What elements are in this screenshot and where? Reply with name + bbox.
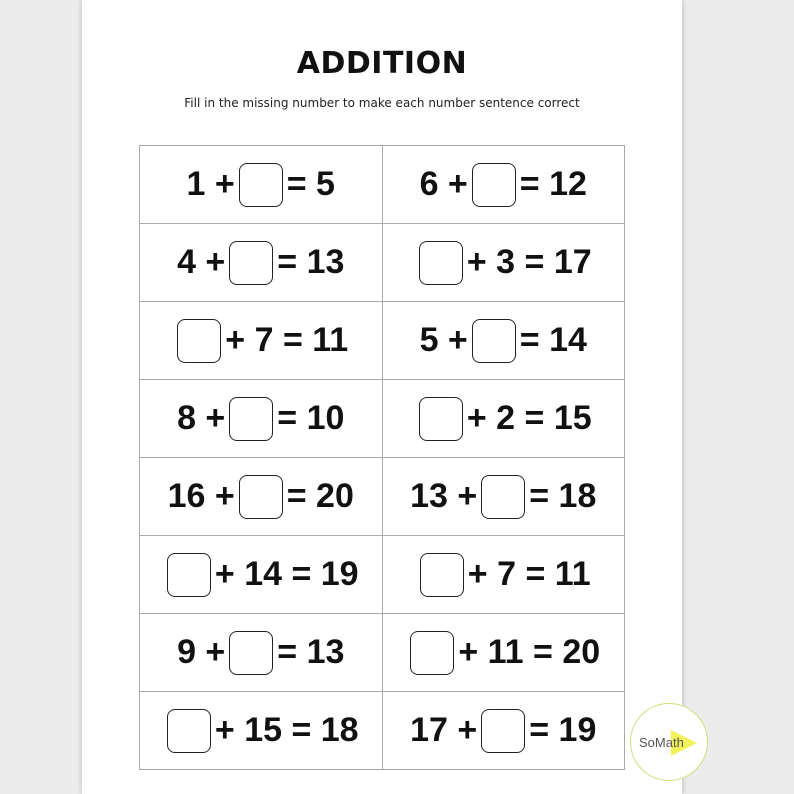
equation-left-text: 6 + (419, 165, 468, 203)
equation-right-text: = 20 (286, 477, 354, 515)
number-sentence (140, 319, 382, 363)
equation-right-text: = 14 (519, 321, 587, 359)
number-sentence (140, 241, 382, 285)
equation-cell (140, 536, 383, 614)
answer-box[interactable] (419, 397, 463, 441)
number-sentence (140, 397, 382, 441)
equation-right-text: = 12 (519, 165, 587, 203)
equation-cell (140, 146, 383, 224)
equation-left-text: 16 + (167, 477, 235, 515)
number-sentence (383, 397, 625, 441)
equation-right-text: + 11 = 20 (458, 633, 601, 671)
number-sentence (140, 163, 382, 207)
equation-cell (140, 614, 383, 692)
number-sentence (383, 163, 625, 207)
number-sentence (383, 709, 625, 753)
answer-box[interactable] (472, 163, 516, 207)
equation-cell (382, 692, 625, 770)
number-sentence (383, 319, 625, 363)
answer-box[interactable] (420, 553, 464, 597)
somath-logo (630, 703, 708, 781)
equation-left-text: 1 + (186, 165, 235, 203)
equation-row (140, 692, 625, 770)
equation-row (140, 458, 625, 536)
answer-box[interactable] (419, 241, 463, 285)
answer-box[interactable] (410, 631, 454, 675)
equation-row (140, 146, 625, 224)
number-sentence (383, 241, 625, 285)
equation-cell (382, 146, 625, 224)
number-sentence (383, 475, 625, 519)
answer-box[interactable] (229, 241, 273, 285)
worksheet-page (82, 0, 682, 794)
equation-right-text: + 14 = 19 (214, 555, 359, 593)
number-sentence (140, 553, 382, 597)
equation-left-text: 8 + (177, 399, 226, 437)
logo-text: SoMath (639, 735, 684, 750)
number-sentence (383, 553, 625, 597)
equation-row (140, 380, 625, 458)
equation-cell (140, 458, 383, 536)
number-sentence (140, 709, 382, 753)
equation-right-text: = 13 (277, 633, 345, 671)
equation-right-text: + 3 = 17 (466, 243, 592, 281)
equation-cell (382, 380, 625, 458)
equation-cell (382, 614, 625, 692)
answer-box[interactable] (167, 553, 211, 597)
answer-box[interactable] (229, 631, 273, 675)
equation-right-text: = 13 (277, 243, 345, 281)
answer-box[interactable] (239, 475, 283, 519)
answer-box[interactable] (177, 319, 221, 363)
equation-row (140, 614, 625, 692)
answer-box[interactable] (481, 709, 525, 753)
answer-box[interactable] (167, 709, 211, 753)
equation-right-text: = 10 (277, 399, 345, 437)
equation-cell (382, 224, 625, 302)
equation-left-text: 13 + (410, 477, 478, 515)
equation-left-text: 9 + (177, 633, 226, 671)
equation-right-text: + 7 = 11 (225, 321, 349, 359)
number-sentence (383, 631, 625, 675)
answer-box[interactable] (472, 319, 516, 363)
equation-row (140, 302, 625, 380)
answer-box[interactable] (229, 397, 273, 441)
equation-right-text: + 7 = 11 (467, 555, 591, 593)
page-title: ADDITION (296, 46, 468, 81)
equation-left-text: 5 + (419, 321, 468, 359)
equation-left-text: 17 + (410, 711, 478, 749)
equation-grid (139, 145, 625, 770)
equation-right-text: = 19 (529, 711, 597, 749)
equation-right-text: = 18 (529, 477, 597, 515)
answer-box[interactable] (239, 163, 283, 207)
answer-box[interactable] (481, 475, 525, 519)
number-sentence (140, 475, 382, 519)
equation-right-text: + 15 = 18 (214, 711, 359, 749)
equation-right-text: + 2 = 15 (466, 399, 592, 437)
equation-right-text: = 5 (286, 165, 335, 203)
equation-cell (140, 224, 383, 302)
number-sentence (140, 631, 382, 675)
equation-cell (140, 692, 383, 770)
equation-left-text: 4 + (177, 243, 226, 281)
equation-cell (140, 302, 383, 380)
equation-cell (382, 302, 625, 380)
instructions: Fill in the missing number to make each number sentence correct (184, 96, 580, 110)
equation-row (140, 224, 625, 302)
equation-cell (140, 380, 383, 458)
equation-cell (382, 458, 625, 536)
equation-cell (382, 536, 625, 614)
equation-row (140, 536, 625, 614)
